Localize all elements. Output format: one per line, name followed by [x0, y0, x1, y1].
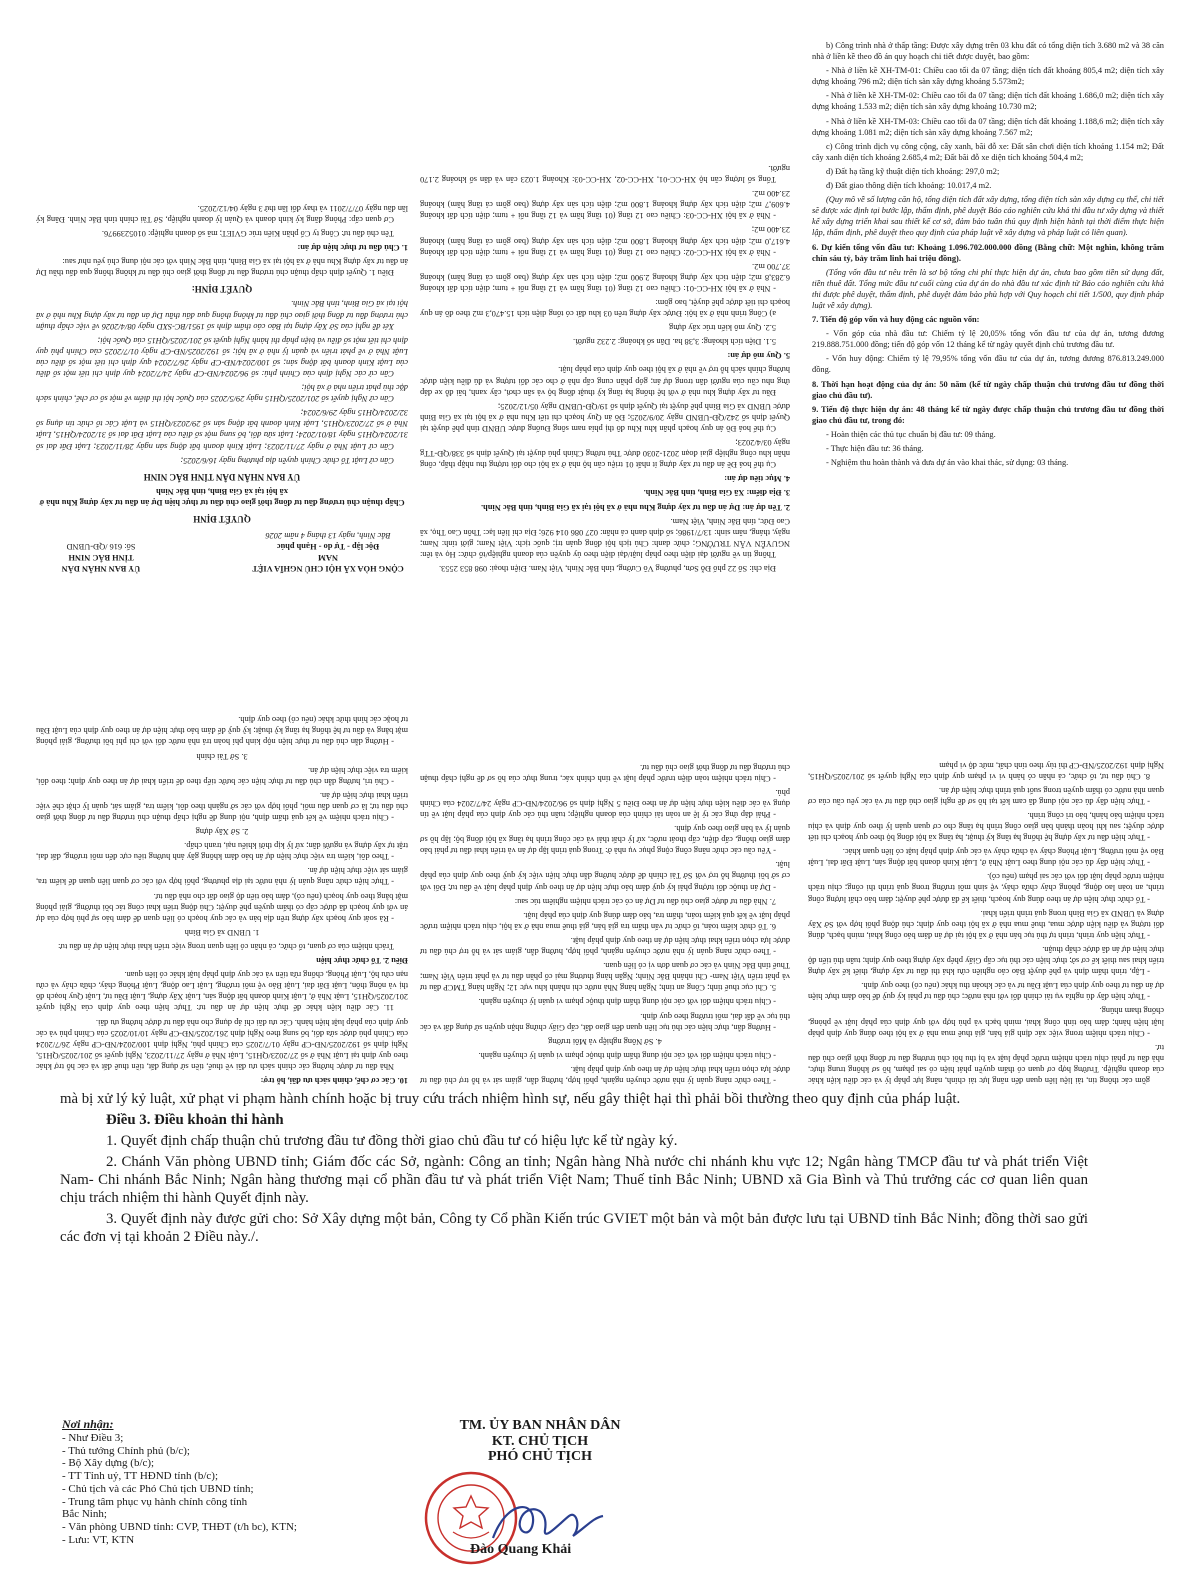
- p2-line: 5.2. Quy mô kiến trúc xây dựng: [669, 323, 776, 333]
- recipients-block: [62, 1418, 382, 1547]
- sign-line-2: KT. CHỦ TỊCH: [491, 1433, 589, 1449]
- p5-line: - Theo chức năng quản lý nhà nước chuyên ngành, phối hợp, hướng dẫn, giám sát và hỗ trợ chủ đầu tư được lựa chọn triển khai thực hiện dự án theo quy định pháp luật.: [420, 1064, 790, 1085]
- recipient-item: - Chủ tịch và các Phó Chủ tịch UBND tỉnh;: [62, 1482, 254, 1495]
- p6-line: - Lập, trình thẩm định và phê duyệt Báo cáo nghiên cứu khả thi đầu tư xây dựng, thiết kế xây dựng triển khai sau thiết kế cơ sở; thực hiện các thủ tục cấp Giấy phép xây dựng theo quy định; tuân thủ tiến độ thực hiện dự án đã được chấp thuận.: [808, 944, 1164, 977]
- recipient-item: - Bộ Xây dựng (b/c);: [62, 1457, 155, 1470]
- p3-line: - Vốn huy động: Chiếm tỷ lệ 79,95% tổng vốn đầu tư của dự án, tương đương 876.813.249.000 đồng.: [812, 354, 1164, 375]
- p6-line: - Tổ chức thực hiện dự án theo đúng quy hoạch, thiết kế đã được phê duyệt; đảm bảo chất lượng công trình, an toàn lao động, phòng cháy chữa cháy, vệ sinh môi trường trong quá trình thi công; chịu trách nhiệm trước pháp luật đối với các sai phạm (nếu có).: [808, 872, 1164, 904]
- registration-agency: Cơ quan cấp: Phòng đăng ký kinh doanh và Quản lý doanh nghiệp, Sở Tài chính tỉnh Bắc Ninh. Đăng ký lần đầu ngày 07/7/2011 và thay đổi lần thứ 3 ngày 04/12/2025.: [36, 204, 408, 225]
- issuer: ỦY BAN NHÂN DÂN TỈNH BẮC NINH: [143, 471, 301, 482]
- clause-3: 3. Quyết định này được gửi cho: Sở Xây dựng một bản, Công ty Cổ phần Kiến trúc GVIET một bản và một bản được lưu tại UBND tỉnh Bắc Ninh; đồng thời sao gửi các đơn vị tại khoản 2 Điều này./.: [60, 1211, 1088, 1246]
- p3-line: - Vốn góp của nhà đầu tư: Chiếm tỷ lệ 20,05% tổng vốn đầu tư của dự án, tương đương 219.888.751.000 đồng; tiến độ góp vốn 12 tháng kể từ ngày quyết định chủ trương đầu tư.: [812, 329, 1164, 350]
- p5-line: Nhà đầu tư được hưởng các chính sách ưu đãi về thuế, tiền sử dụng đất, tiền thuê đất và các hỗ trợ khác theo quy định tại Luật Nhà ở số 27/2023/QH15, Luật Nhà ở ngày 27/11/2023, Nghị quyết số 201/2025/QH15, Nghị định số 192/2025/NĐ-CP ngày 01/7/2025 của Chính phủ, Nghị định 100/2024/NĐ-CP ngày 26/7/2024 của Chính phủ được sửa đổi, bổ sung theo Nghị định 261/2025/NĐ-CP ngày 10/10/2025 của Chính phủ và các quy định của pháp luật hiện hành. Các ưu đãi chỉ áp dụng cho nhà đầu tư được hưởng ưu đãi.: [36, 1017, 408, 1071]
- p2-line: Thông tin về người đại diện theo pháp luật/đại diện theo ủy quyền của doanh nghiệp/tổ chức: Họ và tên: NGUYỄN VĂN TRƯỜNG; chức danh: Chủ tịch hội đồng quản trị; quốc tịch: Việt Nam; giới tính: Nam; ngày, tháng, năm sinh: 13/7/1986; số định danh cá nhân: 027 086 014 926; Địa chỉ liên lạc: Thôn Cao Thọ, xã Cao Đức, tỉnh Bắc Ninh, Việt Nam.: [420, 516, 790, 559]
- p5-line: Trách nhiệm của cơ quan, tổ chức, cá nhân có liên quan trong việc triển khai thực hiện dự án đầu tư:: [57, 941, 394, 951]
- p2-line: Tổng số lượng căn hộ XH-CC-01, XH-CC-02, XH-CC-03: Khoảng 1.023 căn và dân số khoảng 2.170 người.: [420, 164, 790, 185]
- p5-line: - Theo dõi, kiểm tra việc thực hiện dự án bảo đảm không gây ảnh hưởng tiêu cực đến môi trường, đất đai, trật tự xây dựng và người dân; xử lý kịp thời khiếu nại, tranh chấp.: [36, 841, 408, 862]
- basis-1: Căn cứ Luật Tổ chức Chính quyền địa phương ngày 16/6/2025;: [180, 455, 394, 465]
- sign-line-1: TM. ỦY BAN NHÂN DÂN: [459, 1418, 621, 1433]
- p2-line: - Nhà ở xã hội XH-CC-03: Chiều cao 12 tầng (01 tầng hầm và 12 tầng nổi + tum; diện tích đất khoảng 4.609,7 m2; diện tích xây dựng khoảng 1.800 m2; diện tích sàn xây dựng (bao gồm cả tầng hầm) khoảng 23.400 m2.: [420, 189, 790, 221]
- p3-line: 9. Tiến độ thực hiện dự án: 48 tháng kể từ ngày được chấp thuận chủ trương đầu tư đồng thời giao chủ đầu tư, trong đó:: [812, 404, 1164, 425]
- basis-2: Căn cứ Luật Nhà ở ngày 27/11/2023; Luật Kinh doanh bất động sản ngày 28/11/2023; Luật Đất đai số 31/2024/QH15 ngày 18/01/2024; Luật sửa đổi, bổ sung một số điều của Luật Đất đai số 31/2024/QH15, Luật Nhà ở số 27/2023/QH15, Luật Kinh doanh bất động sản số 29/2023/QH15 và Luật Các tổ chức tín dụng số 32/2024/QH15 ngày 29/6/2024;: [36, 408, 408, 451]
- article-3-heading: Điều 3. Điều khoản thi hành: [106, 1112, 284, 1129]
- office-name: ỦY BAN NHÂN DÂN TỈNH BẮC NINH: [61, 552, 141, 573]
- republic-title: CỘNG HÒA XÃ HỘI CHỦ NGHĨA VIỆT NAM Độc lập - Tự do - Hạnh phúc: [252, 541, 404, 573]
- p5-line: - Chịu trách nhiệm toàn diện trước pháp luật về tính chính xác, trung thực của hồ sơ đề nghị chấp thuận chủ trương đầu tư đồng thời giao chủ đầu tư.: [420, 762, 790, 783]
- p5-line: 7. Nhà đầu tư được giao chủ đầu tư Dự án có các trách nhiệm nghiêm túc sau:: [514, 896, 776, 906]
- basis-4: Căn cứ các Nghị định của Chính phủ: số 96/2024/NĐ-CP ngày 24/7/2024 quy định chi tiết một số điều của Luật Kinh doanh bất động sản; số 100/2024/NĐ-CP ngày 26/7/2024 quy định chi tiết một số điều của Luật Nhà ở về phát triển và quản lý nhà ở xã hội; số 192/2025/NĐ-CP ngày 01/7/2025 của Chính phủ quy định chi tiết một số điều và biện pháp thi hành Nghị quyết số 201/2025/QH15 của Quốc hội;: [36, 335, 408, 379]
- doc-title: QUYẾT ĐỊNH: [193, 513, 251, 524]
- p5-line: - Hướng dẫn chủ đầu tư thực hiện nộp kinh phí hoàn trả nhà nước đối với chi phí bồi thường, giải phóng mặt bằng và đầu tư hệ thống hạ tầng kỹ thuật; kỹ quỹ để đảm bảo thực hiện dự án theo quy định của Luật Đầu tư hoặc các hình thức khác (nếu có) theo quy định.: [36, 715, 408, 747]
- recipient-item: - Trung tâm phục vụ hành chính công tỉnh: [62, 1495, 248, 1508]
- p3-line: 7. Tiến độ góp vốn và huy động các nguồn vốn:: [812, 315, 980, 325]
- p2-line: 3. Địa điểm: Xã Gia Bình, tỉnh Bắc Ninh.: [643, 488, 790, 498]
- p5-line: - Theo chức năng quản lý nhà nước chuyên ngành, phối hợp, hướng dẫn, giám sát và hỗ trợ chủ đầu tư được lựa chọn triển khai thực hiện dự án theo quy định pháp luật.: [420, 935, 790, 957]
- signature-block: [420, 1418, 660, 1465]
- page-5-panel-b: [420, 612, 790, 1086]
- p5-line: - Chịu trách nhiệm về kết quả thẩm định, nội dung đề nghị chấp thuận chủ trương đầu tư đồng thời giao chủ đầu tư; là cơ quan đầu mối, phối hợp với các sở ngành theo dõi, kiểm tra, giám sát, quản lý chặt chẽ việc triển khai thực hiện dự án.: [36, 790, 408, 823]
- p5-line: 5. Chi cục thuế tỉnh; Công an tỉnh; Ngân hàng Nhà nước chi nhánh khu vực 12; Ngân hàng TMCP đầu tư và phát triển Việt Nam- Chi nhánh Bắc Ninh; Ngân hàng thương mại cổ phần đầu tư và phát triển Việt Nam; Thuế tỉnh Bắc Ninh và các cơ quan đơn vị có liên quan.: [420, 961, 790, 993]
- p2-line: Cụ thể hoá Đồ án quy hoạch phân khu Khu đô thị phía nam sông Đuống được UBND tỉnh phê duyệt tại Quyết định số 242/QĐ-UBND ngày 20/9/2025; Đồ án Quy hoạch chi tiết Khu nhà ở xã hội tại xã Gia Bình được UBND xã Gia Bình phê duyệt tại Quyết định số 19/QĐ-UBND ngày 05/12/2025;: [420, 401, 790, 433]
- p2-line: a) Công trình nhà ở xã hội: Được xây dựng trên 03 khu đất có tổng diện tích 15.470,3 m2 theo đồ án quy hoạch chi tiết được phê duyệt, bao gồm:: [420, 298, 790, 319]
- signature-stroke: [493, 1507, 603, 1538]
- page-5-panel-a: [36, 612, 408, 1086]
- p5-line: - Yêu cầu các chức năng công cộng phục vụ nhà ở: Trong quá trình lập dự án và triển khai đầu tư phải bảo đảm giao thông, cấp điện, cấp thoát nước, xử lý chất thải và các công trình hạ tầng xã hội đồng bộ; lập hồ sơ quản lý và bàn giao theo quy định.: [420, 824, 790, 856]
- recipient-item: - Như Điều 3;: [62, 1431, 124, 1444]
- signer-name: Đào Quang Khải: [470, 1542, 572, 1557]
- p2-line: - Nhà ở xã hội XH-CC-01: Chiều cao 12 tầng (01 tầng hầm và 12 tầng nổi + tum; diện tích đất khoảng 6.283,8 m2; diện tích xây dựng khoảng 2.900 m2; diện tích sàn xây dựng (bao gồm cả tầng hầm) khoảng 37.700 m2.: [420, 261, 790, 293]
- p5-line: - Dự án thuộc đối tượng phải ký quỹ đảm bảo thực hiện dự án theo quy định pháp luật về đầu tư; Đối với cơ sở bồi thường hỗ trợ với Sở Tài chính để được hướng dẫn thực hiện việc ký quỹ theo quy định của pháp luật.: [420, 860, 790, 892]
- p6-line: - Thực hiện đầy đủ nghĩa vụ tài chính đối với nhà nước; chủ đầu tư phải ký quỹ để bảo đảm thực hiện dự án đầu tư theo quy định của Luật Đầu tư và các khoản thu khác (nếu có) theo quy định.: [808, 981, 1164, 1002]
- issue-date: Bắc Ninh, ngày 13 tháng 4 năm 2026: [265, 530, 391, 540]
- p5-line: 11. Các điều kiện khác để thực hiện dự án đầu tư: Thực hiện theo quy định của Nghị quyết 201/2025/QH15, Luật Nhà ở, Luật Kinh doanh bất động sản, Luật Xây dựng, Luật Đầu tư, Luật Quy hoạch đô thị và nông thôn, Luật Đất đai, Luật Bảo vệ môi trường, Luật Lao động, Luật Phòng cháy, chữa cháy và cứu nạn cứu hộ, Luật Phòng, chống rửa tiền và các quy định pháp luật khác có liên quan.: [36, 970, 408, 1013]
- p3-line: - Hoàn thiện các thủ tục chuẩn bị đầu tư: 09 tháng.: [826, 429, 996, 439]
- page-6-panel: [808, 600, 1164, 1086]
- p5-line: 1. UBND xã Gia Bình: [184, 927, 260, 937]
- p5-line: 6. Tổ chức kiểm toán, tổ chức tư vấn thẩm tra giá bán, giá thuê mua nhà ở xã hội, chịu trách nhiệm trước pháp luật về kết quả kiểm toán, thẩm tra, bảo đảm đúng quy định của pháp luật.: [420, 910, 790, 931]
- recipients-label: Nơi nhận:: [62, 1417, 114, 1431]
- basis-5: Xét đề nghị của Sở Xây dựng tại Báo cáo thẩm định số 1951/BC-SXD ngày 08/4/2026 về việc chấp thuận chủ trương đầu tư đồng thời giao chủ đầu tư không thông qua đấu thầu Dự án đầu tư xây dựng Khu nhà ở xã hội tại xã Gia Bình, tỉnh Bắc Ninh.: [36, 299, 408, 331]
- p6-line: gồm các thông tin, tài liệu liên quan đến năng lực tài chính, năng lực pháp lý và các điều kiện khác của doanh nghiệp. Trường hợp cơ quan có thẩm quyền phát hiện có sai phạm, hồ sơ không trung thực, nhà đầu tư phải chịu trách nhiệm trước pháp luật và bị thu hồi chủ trương đầu tư đồng thời giao chủ đầu tư.: [808, 1042, 1164, 1085]
- p3-line: 8. Thời hạn hoạt động của dự án: 50 năm (kể từ ngày chấp thuận chủ trương đầu tư đồng thời giao chủ đầu tư).: [812, 379, 1164, 400]
- p3-line: b) Công trình nhà ở thấp tầng: Được xây dựng trên 03 khu đất có tổng diện tích 3.680 m2 và 38 căn nhà ở liền kề theo đồ án quy hoạch chi tiết được duyệt, bao gồm:: [812, 41, 1164, 62]
- p5-line: 2. Sở Xây dựng: [195, 827, 249, 837]
- p6-line: - Chịu trách nhiệm trong việc xác định giá bán, giá thuê mua nhà ở xã hội theo đúng quy định pháp luật hiện hành; đảm bảo tính công khai, minh bạch và phù hợp với quy định của pháp luật về phòng, chống tham nhũng.: [808, 1006, 1164, 1038]
- p6-line: - Thực hiện đầu tư xây dựng hệ thống hạ tầng kỹ thuật, hạ tầng xã hội đồng bộ theo quy hoạch chi tiết được duyệt; sau khi hoàn thành bàn giao công trình hạ tầng cho cơ quan quản lý theo quy định và chịu trách nhiệm bảo hành, bảo trì công trình.: [808, 810, 1164, 843]
- basis-3: Căn cứ Nghị quyết số 201/2025/QH15 ngày 29/5/2025 của Quốc hội thí điểm về một số cơ chế, chính sách đặc thù phát triển nhà ở xã hội;: [36, 383, 408, 404]
- p3-line: - Nghiệm thu hoàn thành và đưa dự án vào khai thác, sử dụng: 03 tháng.: [826, 458, 1069, 468]
- page-4-body: [60, 1090, 1088, 1416]
- p2-line: - Nhà ở xã hội XH-CC-02: Chiều cao 12 tầng (01 tầng hầm và 12 tầng nổi + tum; diện tích đất khoảng 4.617,0 m2; diện tích xây dựng khoảng 1.800 m2; diện tích sàn xây dựng (bao gồm cả tầng hầm) khoảng 23.400 m2;: [420, 225, 790, 257]
- p3-line: d) Đất hạ tầng kỹ thuật diện tích khoảng: 297,0 m2;: [826, 166, 1000, 176]
- page-1-header: [36, 530, 408, 574]
- article-1: Điều 1. Quyết định chấp thuận chủ trương đầu tư đồng thời giao chủ đầu tư không thông qua đấu thầu Dự án đầu tư xây dựng Khu nhà ở xã hội tại xã Gia Bình, tỉnh Bắc Ninh với các nội dung chủ yếu như sau:: [36, 257, 408, 278]
- p5-line: Điều 2. Tổ chức thực hiện: [316, 956, 408, 966]
- p2-line: Đầu tư xây dựng khu nhà ở với hệ thống hạ tầng kỹ thuật đồng bộ và sân chơi, cây xanh, bãi đỗ xe đáp ứng nhu cầu của người dân trong dự án; góp phần cung cấp nhà ở cho các đối tượng và đủ điều kiện được hưởng chính sách hỗ trợ về nhà ở xã hội theo quy định của pháp luật.: [420, 365, 790, 397]
- p2-line: Địa chỉ: Số 22 phố Đỗ Sơn, phường Võ Cường, tỉnh Bắc Ninh, Việt Nam. Điện thoại: 098 853 2553.: [439, 564, 776, 573]
- recipient-item: - Lưu: VT, KTN: [62, 1533, 135, 1546]
- recipient-item: - Văn phòng UBND tỉnh: CVP, THĐT (t/h bc), KTN;: [62, 1521, 297, 1534]
- page-3-panel: [812, 40, 1164, 596]
- p3-line: c) Công trình dịch vụ công cộng, cây xanh, bãi đỗ xe: Đất sân chơi diện tích khoảng 1.154 m2; Đất cây xanh diện tích khoảng 2.685,4 m2; Đất bãi đỗ xe diện tích khoảng 504,4 m2;: [812, 141, 1164, 162]
- p5-line: - Phải đáp ứng các tỷ lệ an toàn tài chính của doanh nghiệp; tuân thủ các quy định của pháp luật về tín dụng và các điều kiện thực hiện dự án theo Điều 5 Nghị định số 96/2024/NĐ-CP ngày 24/7/2024 của Chính phủ.: [420, 787, 790, 820]
- p5-line: - Chủ trì, hướng dẫn chủ đầu tư thực hiện các bước tiếp theo để triển khai dự án theo quy định; theo dõi, kiểm tra việc thực hiện dự án.: [36, 765, 408, 786]
- p3-line: - Nhà ở liền kề XH-TM-01: Chiều cao tối đa 07 tầng; diện tích đất khoảng 805,4 m2; diện tích xây dựng khoảng 796 m2; diện tích sàn xây dựng khoảng 5.573m2;: [812, 66, 1164, 87]
- p2-line: 5.1. Diện tích khoảng: 3,38 ha. Dân số khoảng: 2.232 người.: [573, 337, 776, 347]
- clause-1: 1. Quyết định chấp thuận chủ trương đầu tư đồng thời giao chủ đầu tư có hiệu lực kể từ ngày ký.: [106, 1133, 678, 1150]
- recipient-item: - TT Tỉnh uỷ, TT HĐND tỉnh (b/c);: [62, 1470, 219, 1483]
- recipient-item: Bắc Ninh;: [62, 1508, 107, 1521]
- p6-line: - Thực hiện quy trình, trình tự thủ tục bán nhà ở xã hội tại dự án đảm bảo công khai, minh bạch, đúng đối tượng và điều kiện được mua, thuê mua nhà ở xã hội theo quy định; chủ động phối hợp với Sở Xây dựng và UBND xã Gia Bình trong quá trình triển khai.: [808, 908, 1164, 940]
- p5-line: 3. Sở Tài chính: [196, 751, 248, 761]
- p6-line: 8. Chủ đầu tư, tổ chức, cá nhân có hành vi vi phạm quy định của Nghị quyết số 201/2025/QH15, Nghị định 192/2025/NĐ-CP thì tùy theo tính chất, mức độ vi phạm: [808, 760, 1164, 781]
- p2-line: 4. Mục tiêu dự án:: [724, 474, 790, 484]
- closing-intro: mà bị xử lý kỷ luật, xử phạt vi phạm hành chính hoặc bị truy cứu trách nhiệm hình sự, nếu gây thiệt hại thì phải bồi thường theo quy định của pháp luật.: [60, 1091, 961, 1107]
- recipient-item: - Thủ tướng Chính phủ (b/c);: [62, 1444, 190, 1457]
- p5-line: - Chịu trách nhiệm đối với các nội dung thẩm định thuộc phạm vi quản lý chuyên ngành.: [478, 1050, 776, 1060]
- p5-line: - Chịu trách nhiệm đối với các nội dung thẩm định thuộc phạm vi quản lý chuyên ngành.: [478, 997, 776, 1007]
- doc-number: Số: 616 /QĐ-UBND: [66, 541, 136, 551]
- page-1-panel: [36, 36, 408, 574]
- section-1-heading: 1. Chủ đầu tư thực hiện dự án:: [297, 243, 408, 253]
- p3-line: - Nhà ở liền kề XH-TM-03: Chiều cao tối đa 07 tầng; diện tích đất khoảng 1.188,6 m2; diện tích xây dựng khoảng 1.081 m2; diện tích sàn xây dựng khoảng 7.567 m2;: [812, 116, 1164, 137]
- p3-line: đ) Đất giao thông diện tích khoảng: 10.017,4 m2.: [826, 181, 992, 191]
- decide-heading: QUYẾT ĐỊNH:: [191, 284, 253, 295]
- p3-line: - Nhà ở liền kề XH-TM-02: Chiều cao tối đa 07 tầng; diện tích đất khoảng 1.686,0 m2; diện tích xây dựng khoảng 1.533 m2; diện tích sàn xây dựng khoảng 10.730 m2;: [812, 91, 1164, 112]
- p2-line: Cụ thể hoá Đề án đầu tư xây dựng ít nhất 01 triệu căn hộ nhà ở xã hội cho đối tượng thu nhập thấp, công nhân khu công nghiệp giai đoạn 2021-2030 được Thủ tướng Chính phủ duyệt tại Quyết định số 338/QĐ-TTg ngày 03/4/2023;: [420, 438, 790, 470]
- clause-2: 2. Chánh Văn phòng UBND tỉnh; Giám đốc các Sở, ngành: Công an tỉnh; Ngân hàng Nhà nước chi nhánh khu vực 12; Ngân hàng TMCP đầu tư và phát triển Việt Nam- Chi nhánh Bắc Ninh; Ngân hàng thương mại cổ phần đầu tư và phát triển Việt Nam; Thuế tỉnh Bắc Ninh; UBND xã Gia Bình và Thủ trưởng các cơ quan liên quan chịu trách nhiệm thi hành Quyết định này.: [60, 1154, 1088, 1207]
- p6-line: - Thực hiện đầy đủ các nội dung đã cam kết tại hồ sơ đề nghị giao chủ đầu tư và các yêu cầu của cơ quan nhà nước có thẩm quyền trong suốt quá trình thực hiện dự án.: [808, 785, 1164, 806]
- p3-line: 6. Dự kiến tổng vốn đầu tư: Khoảng 1.096.702.000.000 đồng (Bằng chữ: Một nghìn, không trăm chín sáu tỷ, bảy trăm linh hai triệu đồng).: [812, 242, 1164, 263]
- p5-line: - Thực hiện chức năng quản lý nhà nước tại địa phương, phối hợp với các cơ quan liên quan để kiểm tra, giám sát việc thực hiện dự án.: [36, 866, 408, 887]
- p5-line: - Rà soát quy hoạch xây dựng trên địa bàn và các quy hoạch có liên quan để đảm bảo sự phù hợp của dự án với quy hoạch đã được cấp có thẩm quyền phê duyệt; Chủ động triển khai công tác bồi thường, giải phóng mặt bằng theo quy hoạch (nếu có), đảm bảo tiến độ giao đất cho nhà đầu tư.: [36, 891, 408, 923]
- p2-line: 5. Quy mô dự án:: [727, 351, 790, 361]
- page-2-panel: [420, 36, 790, 574]
- p3-line: (Quy mô về số lượng căn hộ, tổng diện tích đất xây dựng, tổng diện tích sàn xây dựng cụ thể, chi tiết sẽ được xác định tại bước lập, thẩm định, phê duyệt Báo cáo nghiên cứu khả thi đầu tư xây dựng và thiết kế xây dựng triển khai sau thiết kế cơ sở, đảm bảo tuân thủ quy định hiện hành tại thời điểm thực hiện lập, thẩm định, phê duyệt theo quy định của pháp luật về xây dựng và pháp luật có liên quan).: [812, 195, 1164, 238]
- p6-line: - Thực hiện đầy đủ các nội dung theo Luật Nhà ở, Luật Kinh doanh bất động sản, Luật Đất đai, Luật Bảo vệ môi trường, Luật Phòng cháy và chữa cháy và các quy định pháp luật có liên quan khác.: [808, 847, 1164, 868]
- p5-line: 10. Các cơ chế, chính sách ưu đãi, hỗ trợ:: [260, 1076, 408, 1085]
- sign-line-3: PHÓ CHỦ TỊCH: [488, 1449, 592, 1465]
- p3-line: - Thực hiện đầu tư: 36 tháng.: [826, 444, 924, 453]
- p3-line: (Tổng vốn đầu tư nêu trên là sơ bộ tổng chi phí thực hiện dự án, chưa bao gồm tiền sử dụng đất, tiền thuê đất. Tổng mức đầu tư cuối cùng của dự án do nhà đầu tư xác định từ Báo cáo nghiên cứu khả thi được phê duyệt, thẩm định, phê duyệt đảm bảo phù hợp với Quy hoạch chi tiết 1/500, quy định pháp luật về xây dựng).: [812, 267, 1164, 310]
- p2-line: 2. Tên dự án: Dự án đầu tư xây dựng Khu nhà ở xã hội tại xã Gia Bình, tỉnh Bắc Ninh.: [481, 502, 790, 512]
- investor-name: Tên chủ đầu tư: Công ty Cổ phần Kiến trúc GVIET; mã số doanh nghiệp: 0105239976.: [101, 229, 394, 239]
- p5-line: 4. Sở Nông nghiệp và Môi trường: [548, 1036, 662, 1046]
- p5-line: - Hướng dẫn, thực hiện các thủ tục liên quan đến giao đất, cấp Giấy chứng nhận quyền sử dụng đất và các thủ tục về đất đai, môi trường theo quy định.: [420, 1011, 790, 1032]
- doc-subject: Chấp thuận chủ trương đầu tư đồng thời giao chủ đầu tư thực hiện Dự án đầu tư xây dựng Khu nhà ở xã hội tại xã Gia Bình, tỉnh Bắc Ninh: [39, 486, 405, 507]
